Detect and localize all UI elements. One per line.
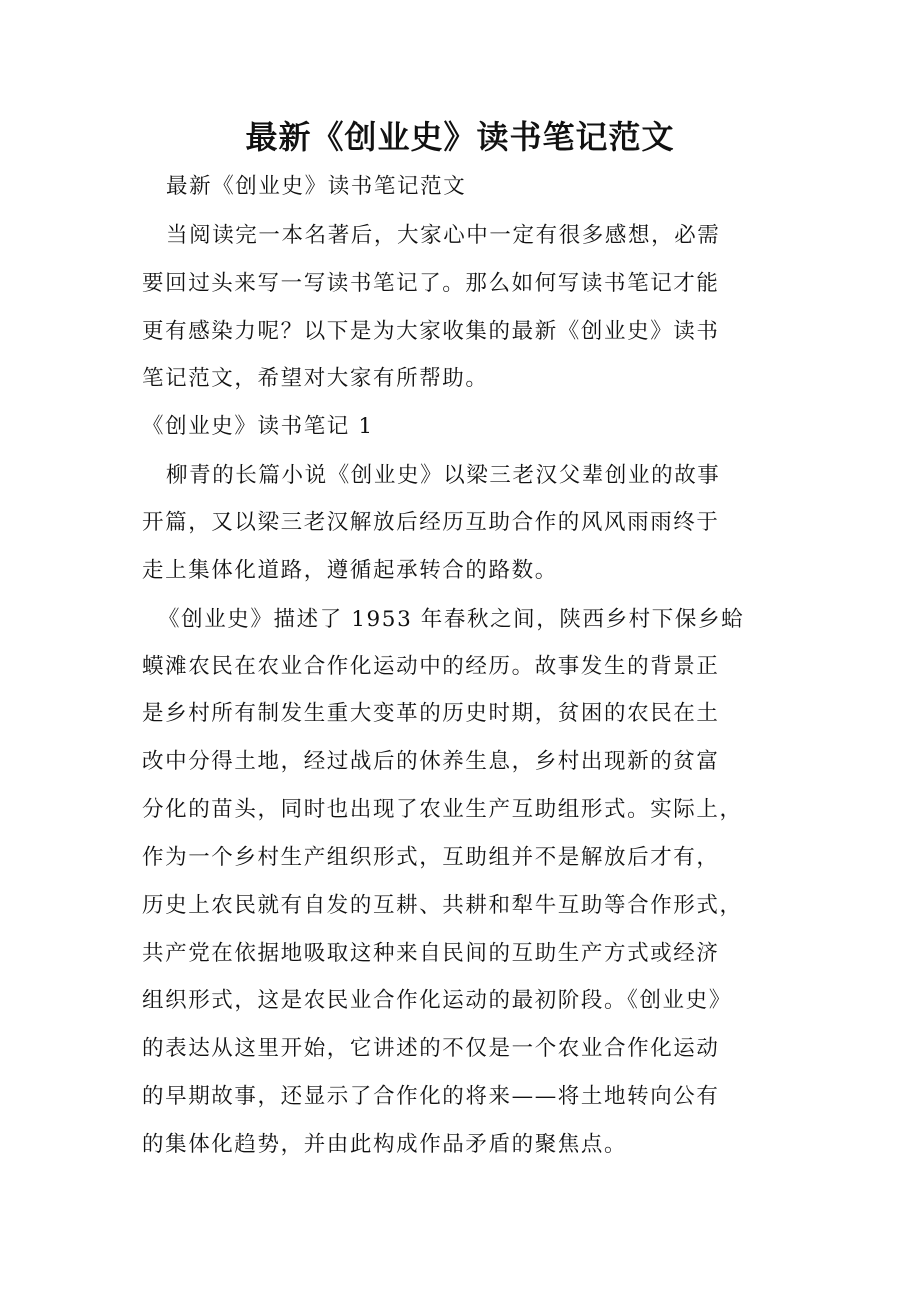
text-line: 蟆滩农民在农业合作化运动中的经历。故事发生的背景正 [142, 654, 720, 679]
text-line: 更有感染力呢？以下是为大家收集的最新《创业史》读书 [142, 319, 720, 344]
text-line: 要回过头来写一写读书笔记了。那么如何写读书笔记才能 [142, 271, 720, 296]
text-line: 的集体化趋势，并由此构成作品矛盾的聚焦点。 [142, 1132, 628, 1157]
text-line: 历史上农民就有自发的互耕、共耕和犁牛互助等合作形式， [142, 893, 743, 918]
text-line: 的表达从这里开始，它讲述的不仅是一个农业合作化运动 [142, 1036, 720, 1061]
text-line: 柳青的长篇小说《创业史》以梁三老汉父辈创业的故事 [166, 463, 721, 488]
text-line: 的早期故事，还显示了合作化的将来——将土地转向公有 [142, 1084, 720, 1109]
text-line: 当阅读完一本名著后，大家心中一定有很多感想，必需 [166, 223, 721, 248]
text-line: 开篇，又以梁三老汉解放后经历互助合作的风风雨雨终于 [142, 510, 720, 535]
text-line: 改中分得土地，经过战后的休养生息，乡村出现新的贫富 [142, 749, 720, 774]
text-line: 是乡村所有制发生重大变革的历史时期，贫困的农民在土 [142, 701, 720, 726]
section-heading: 《创业史》读书笔记 1 [142, 414, 374, 439]
text-line: 笔记范文，希望对大家有所帮助。 [142, 366, 489, 391]
text-line: 最新《创业史》读书笔记范文 [166, 174, 467, 199]
text-line: 分化的苗头，同时也出现了农业生产互助组形式。实际上， [142, 797, 743, 822]
document-title: 最新《创业史》读书笔记范文 [245, 118, 675, 156]
text-line: 《创业史》描述了 1953 年春秋之间，陕西乡村下保乡蛤 [158, 607, 745, 632]
text-line: 走上集体化道路，遵循起承转合的路数。 [142, 558, 558, 583]
text-line: 组织形式，这是农民业合作化运动的最初阶段。《创业史》 [142, 988, 732, 1013]
text-line: 作为一个乡村生产组织形式，互助组并不是解放后才有， [142, 845, 720, 870]
text-line: 共产党在依据地吸取这种来自民间的互助生产方式或经济 [142, 941, 720, 966]
